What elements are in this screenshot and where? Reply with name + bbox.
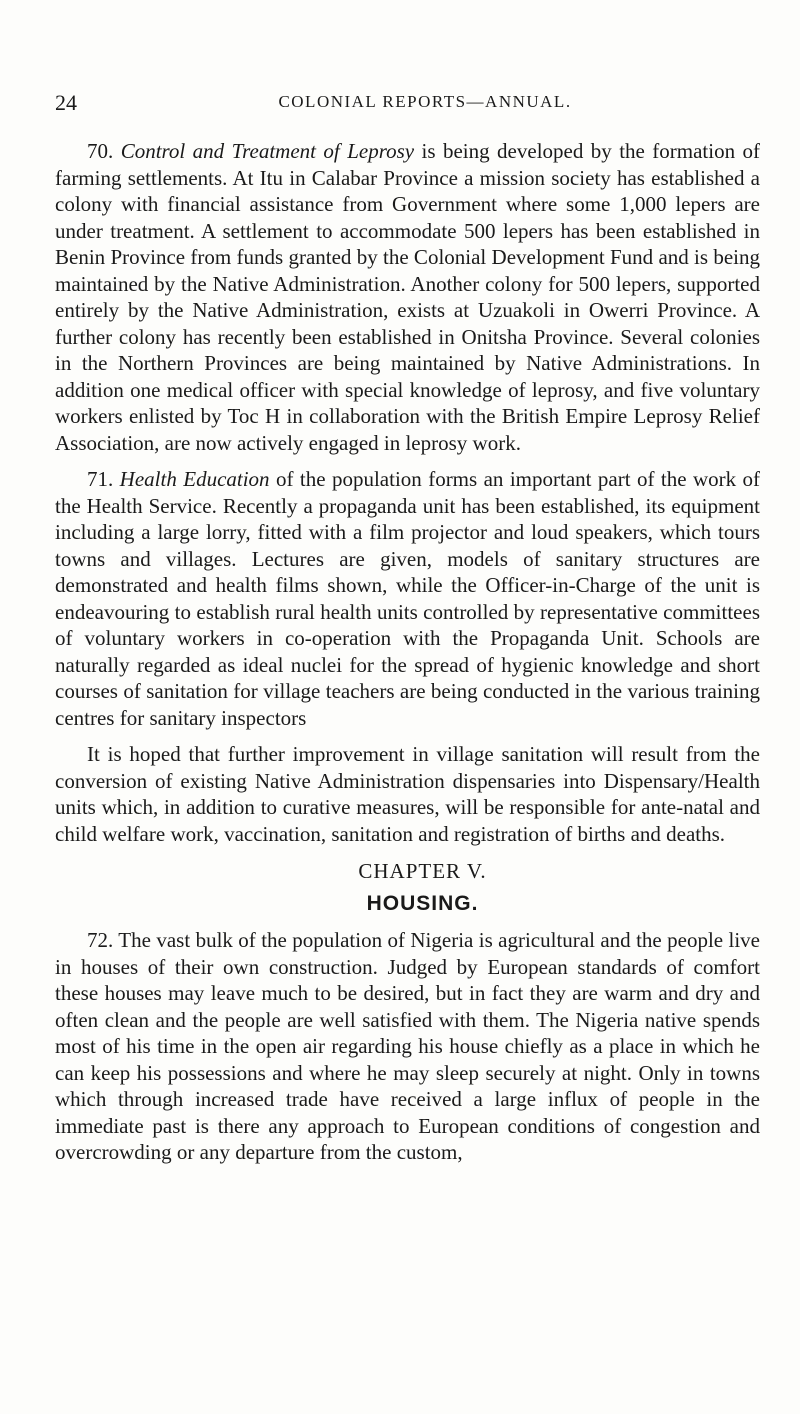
- page-body: [55, 138, 760, 1176]
- paragraph-number: 70.: [87, 139, 114, 163]
- paragraph-text: The vast bulk of the population of Nigeria is agricultural and the people live in houses of their own construction. Judged by European standards of comfort these houses may leave much to be desired, but in fact they are warm and dry and often clean and the people are well satisfied with them. The Nigeria native spends most of his time in the open air regarding his house chiefly as a place in which he can keep his possessions and where he may sleep securely at night. Only in towns which through increased trade have received a large influx of people in the immediate past is there any approach to European conditions of congestion and overcrowding or any departure from the custom,: [55, 928, 760, 1164]
- paragraph-71: [55, 466, 760, 731]
- paragraph-70: [55, 138, 760, 456]
- running-title: COLONIAL REPORTS—ANNUAL.: [278, 92, 572, 111]
- running-header: [55, 90, 755, 120]
- paragraph-71-continued: [55, 741, 760, 847]
- paragraph-72: [55, 927, 760, 1166]
- chapter-heading: CHAPTER V.: [358, 859, 487, 883]
- paragraph-text: of the population forms an important part of the work of the Health Service. Recently a propaganda unit has been established, its equipment including a large lorry, fitted with a film projector and loud speakers, which tours towns and villages. Lectures are given, models of sanitary structures are demonstrated and health films shown, while the Officer-in-Charge of the unit is endeavouring to establish rural health units controlled by representative committees of voluntary workers in co-operation with the Propaganda Unit. Schools are naturally regarded as ideal nuclei for the spread of hygienic knowledge and short courses of sanitation for village teachers are being conducted in the various training centres for sanitary inspectors: [55, 467, 761, 730]
- chapter-title: HOUSING.: [366, 892, 479, 915]
- paragraph-text: is being developed by the formation of farming settlements. At Itu in Calabar Province a mission society has established a colony with financial assistance from Government where some 1,000 lepers are under treatment. A settlement to accommodate 500 lepers has been established in Benin Province from funds granted by the Colonial Development Fund and is being maintained by the Native Administration. Another colony for 500 lepers, supported entirely by the Native Administration, exists at Uzuakoli in Owerri Province. A further colony has recently been established in Onitsha Province. Several colonies in the Northern Provinces are being maintained by Native Administrations. In addition one medical officer with special knowledge of leprosy, and five voluntary workers enlisted by Toc H in collaboration with the British Empire Leprosy Relief Association, are now actively engaged in leprosy work.: [55, 139, 761, 455]
- page-number: 24: [55, 90, 77, 115]
- paragraph-text: It is hoped that further improvement in village sanitation will result from the conversion of existing Native Administration dispensaries into Dispensary/Health units which, in addition to curative measures, will be responsible for ante-natal and child welfare work, vaccination, sanitation and registration of births and deaths.: [55, 742, 760, 846]
- paragraph-number: 72.: [87, 928, 114, 952]
- paragraph-number: 71.: [87, 467, 114, 491]
- paragraph-heading: Health Education: [119, 467, 270, 491]
- paragraph-heading: Control and Treatment of Leprosy: [120, 139, 415, 163]
